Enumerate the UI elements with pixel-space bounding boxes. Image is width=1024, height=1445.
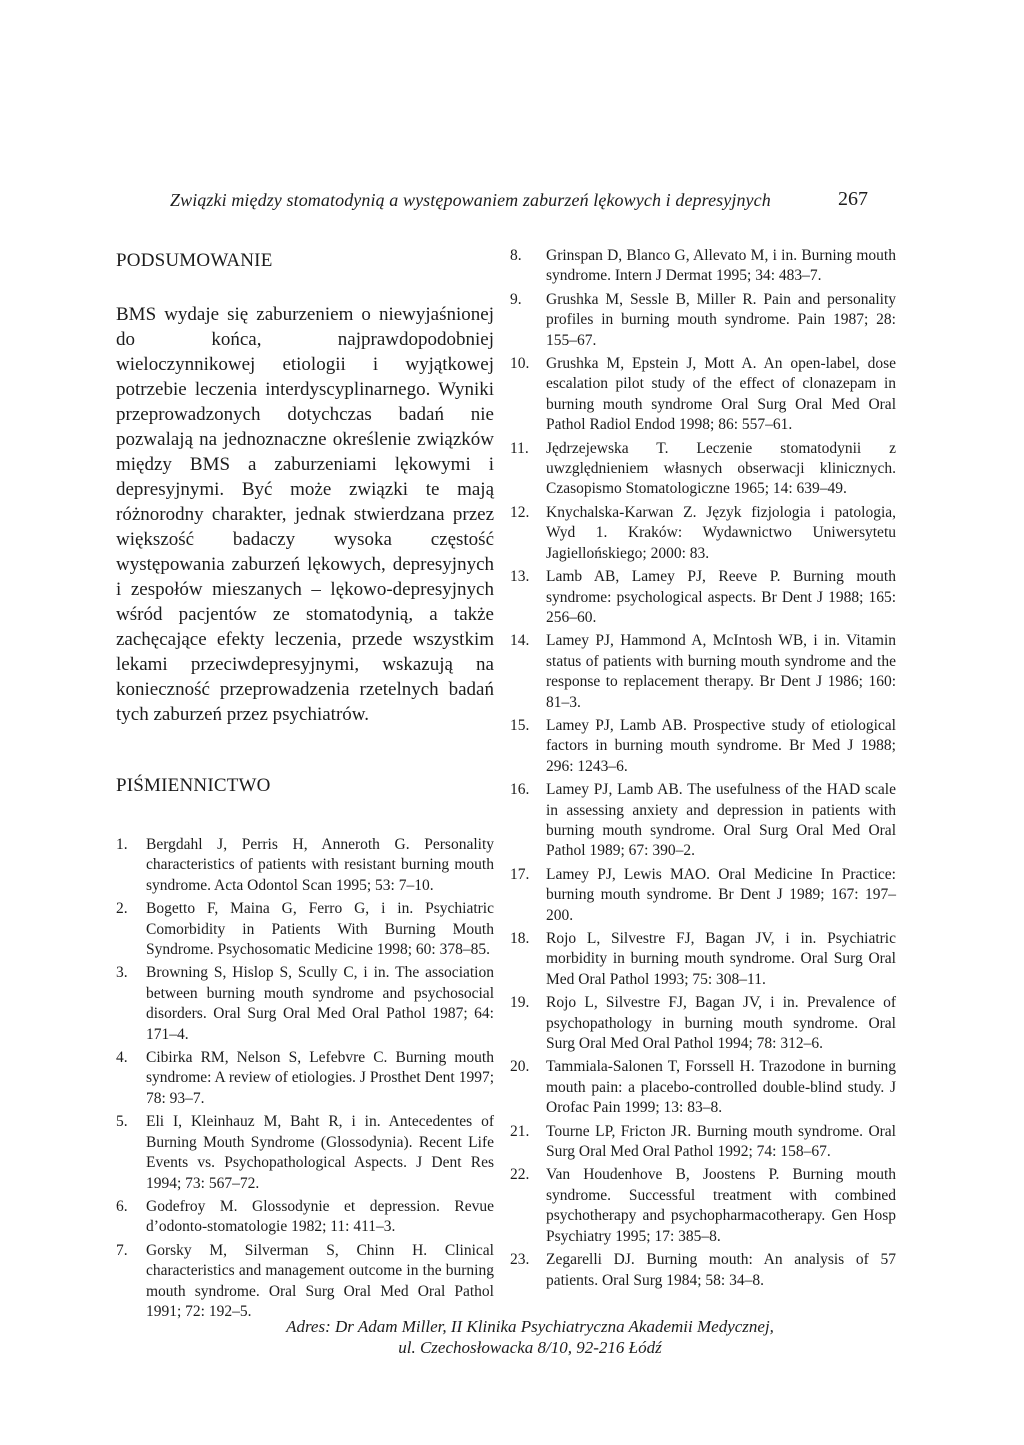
reference-text: Bogetto F, Maina G, Ferro G, i in. Psychiatric Comorbidity in Patients With Burning Mouth Syndrome. Psychosomatic Medicine 1998; 60: 378–85.: [146, 900, 494, 959]
reference-item: [116, 835, 494, 896]
reference-number: 18.: [510, 930, 530, 947]
reference-number: 14.: [510, 632, 530, 650]
reference-number: 15.: [510, 716, 530, 734]
reference-item: [512, 1165, 896, 1247]
reference-item: [512, 631, 896, 713]
reference-text: Browning S, Hislop S, Scully C, i in. The association between burning mouth syndrome and psychosocial disorders. Oral Surg Oral Med Oral Pathol 1987; 64: 171–4.: [146, 964, 494, 1043]
correspondence-address: [150, 1316, 910, 1358]
reference-text: Rojo L, Silvestre FJ, Bagan JV, i in. Prevalence of psychopathology in burning mouth syndrome. Oral Surg Oral Med Oral Pathol 1994; 78: 312–6.: [546, 994, 896, 1053]
reference-number: 6.: [116, 1197, 128, 1215]
reference-item: [116, 963, 494, 1045]
reference-text: Gorsky M, Silverman S, Chinn H. Clinical characteristics and management outcome in the burning mouth syndrome. Oral Surg Oral Med Oral Pathol 1991; 72: 192–5.: [146, 1241, 494, 1320]
reference-number: 22.: [510, 1166, 530, 1184]
reference-number: 23.: [510, 1251, 530, 1269]
reference-number: 20.: [510, 1058, 530, 1076]
reference-number: 19.: [510, 994, 530, 1012]
reference-text: Godefroy M. Glossodynie et depression. Revue d’odonto-stomatologie 1982; 11: 411–3.: [146, 1197, 494, 1236]
reference-text: Tourne LP, Fricton JR. Burning mouth syndrome. Oral Surg Oral Med Oral Pathol 1992; 74: 158–67.: [546, 1122, 896, 1161]
reference-text: Lamey PJ, Lamb AB. The usefulness of the HAD scale in assessing anxiety and depression in patients with burning mouth syndrome. Oral Surg Oral Med Oral Pathol 1989; 67: 390–2.: [546, 781, 896, 860]
address-line-1: Adres: Dr Adam Miller, II Klinika Psychiatryczna Akademii Medycznej,: [286, 1317, 774, 1336]
reference-text: Jędrzejewska T. Leczenie stomatodynii z uwzględnieniem własnych obserwacji klinicznych. Czasopismo Stomatologiczne 1965; 14: 639–49.: [546, 439, 896, 498]
reference-number: 9.: [510, 290, 522, 308]
left-column: [116, 250, 494, 1325]
reference-text: Lamey PJ, Lewis MAO. Oral Medicine In Practice: burning mouth syndrome. Br Dent J 1989; 167: 197–200.: [546, 865, 896, 924]
reference-number: 17.: [510, 865, 530, 883]
summary-heading: PODSUMOWANIE: [116, 250, 273, 271]
reference-item: [512, 503, 896, 564]
reference-number: 16.: [510, 781, 530, 799]
address-line-2: ul. Czechosłowacka 8/10, 92-216 Łódź: [398, 1338, 662, 1357]
reference-item: [512, 780, 896, 862]
references-heading: PIŚMIENNICTWO: [116, 775, 271, 796]
reference-text: Bergdahl J, Perris H, Anneroth G. Personality characteristics of patients with resistant burning mouth syndrome. Acta Odontol Scan 1995; 53: 7–10.: [146, 836, 494, 894]
running-title: Związki między stomatodynią a występowaniem zaburzeń lękowych i depresyjnych: [170, 190, 771, 210]
reference-text: Cibirka RM, Nelson S, Lefebvre C. Burning mouth syndrome: A review of etiologies. J Prosthet Dent 1997; 78: 93–7.: [146, 1049, 494, 1107]
reference-item: [512, 865, 896, 926]
reference-item: [512, 354, 896, 436]
reference-item: [512, 1057, 896, 1118]
reference-item: [512, 246, 896, 287]
reference-list-left: [116, 835, 494, 1322]
reference-number: 12.: [510, 503, 530, 521]
reference-number: 2.: [116, 900, 128, 918]
reference-item: [116, 1241, 494, 1323]
reference-item: [512, 993, 896, 1054]
reference-number: 10.: [510, 355, 530, 373]
reference-item: [512, 1250, 896, 1291]
reference-number: 11.: [510, 439, 529, 457]
summary-text: BMS wydaje się zaburzeniem o niewyjaśnionej do końca, najprawdopodobniej wieloczynnikowej etiologii i wyjątkowej potrzebie leczenia interdyscyplinarnego. Wyniki przeprowadzonych dotychczas badań nie pozwalają na jednoznaczne określenie związków między BMS a zaburzeniami lękowymi i depresyjnymi. Być może związki te mają różnorodny charakter, jednak stwierdzana przez większość badaczy wysoka częstość występowania zaburzeń lękowych, depresyjnych i zespołów mieszanych – lękowo-depresyjnych wśród pacjentów ze stomatodynią, a także zachęcające efekty leczenia, przede wszystkim lekami przeciwdepresyjnymi, wskazują na konieczność przeprowadzenia rzetelnych badań tych zaburzeń przez psychiatrów.: [116, 304, 494, 725]
reference-text: Lamey PJ, Hammond A, McIntosh WB, i in. Vitamin status of patients with burning mouth syndrome and the response to replacement therapy. Br Dent J 1986; 160: 81–3.: [546, 632, 896, 711]
reference-text: Eli I, Kleinhauz M, Baht R, i in. Antecedentes of Burning Mouth Syndrome (Glossodynia). Recent Life Events vs. Psychopathological Aspects. J Dent Res 1994; 73: 567–72.: [146, 1113, 494, 1192]
reference-item: [512, 439, 896, 500]
reference-item: [512, 929, 896, 990]
reference-number: 21.: [510, 1122, 530, 1140]
page-number: 267: [838, 188, 868, 210]
reference-number: 5.: [116, 1113, 128, 1131]
reference-text: Grushka M, Sessle B, Miller R. Pain and personality profiles in burning mouth syndrome. Pain 1987; 28: 155–67.: [546, 290, 896, 349]
reference-item: [116, 1048, 494, 1109]
reference-text: Tammiala-Salonen T, Forssell H. Trazodone in burning mouth pain: a placebo-controlled double-blind study. J Orofac Pain 1999; 13: 83–8.: [546, 1058, 896, 1117]
reference-number: 8.: [510, 247, 522, 264]
reference-item: [116, 1197, 494, 1238]
reference-text: Rojo L, Silvestre FJ, Bagan JV, i in. Psychiatric morbidity in burning mouth syndrome. Oral Surg Oral Med Oral Pathol 1993; 75: 308–11.: [546, 930, 896, 988]
reference-number: 7.: [116, 1241, 128, 1259]
reference-text: Lamey PJ, Lamb AB. Prospective study of etiological factors in burning mouth syndrome. Br Med J 1988; 296: 1243–6.: [546, 716, 896, 775]
reference-text: Knychalska-Karwan Z. Język fizjologia i patologia, Wyd 1. Kraków: Wydawnictwo Uniwersytetu Jagiellońskiego; 2000: 83.: [546, 503, 896, 562]
reference-number: 13.: [510, 568, 530, 586]
reference-item: [116, 899, 494, 960]
reference-number: 1.: [116, 836, 128, 853]
reference-text: Grinspan D, Blanco G, Allevato M, i in. Burning mouth syndrome. Intern J Dermat 1995; 34: 483–7.: [546, 247, 896, 285]
reference-item: [116, 1112, 494, 1194]
reference-item: [512, 1122, 896, 1163]
reference-item: [512, 567, 896, 628]
right-column: [512, 246, 896, 1294]
reference-text: Van Houdenhove B, Joostens P. Burning mouth syndrome. Successful treatment with combined psychotherapy and psychopharmacotherapy. Gen Hosp Psychiatry 1995; 17: 385–8.: [546, 1166, 896, 1245]
reference-item: [512, 290, 896, 351]
reference-text: Lamb AB, Lamey PJ, Reeve P. Burning mouth syndrome: psychological aspects. Br Dent J 1988; 165: 256–60.: [546, 568, 896, 626]
reference-number: 3.: [116, 964, 128, 982]
reference-list-right: [512, 246, 896, 1291]
reference-text: Zegarelli DJ. Burning mouth: An analysis of 57 patients. Oral Surg 1984; 58: 34–8.: [546, 1251, 896, 1289]
reference-number: 4.: [116, 1049, 128, 1067]
reference-item: [512, 716, 896, 777]
reference-text: Grushka M, Epstein J, Mott A. An open-label, dose escalation pilot study of the effect of clonazepam in burning mouth syndrome Oral Surg Oral Med Oral Pathol Radiol Endod 1998; 86: 557–61.: [546, 355, 896, 434]
